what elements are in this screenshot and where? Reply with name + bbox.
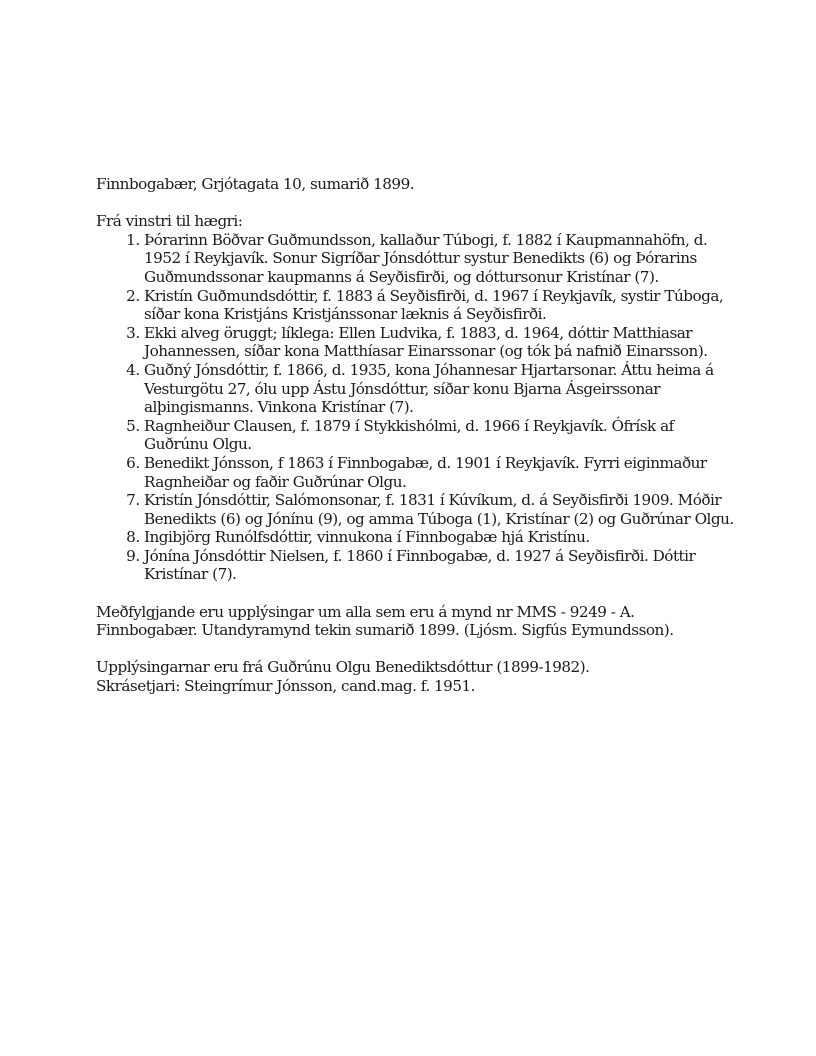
list-item: 5. Ragnheiður Clausen, f. 1879 í Stykkishólmi, d. 1966 í Reykjavík. Ófrísk af Guðrúnu Olgu. <box>144 417 736 454</box>
list-item: 7. Kristín Jónsdóttir, Salómonsonar, f. 1831 í Kúvíkum, d. á Seyðisfirði 1909. Móðir Benedikts (6) og Jónínu (9), og amma Túboga (1), Kristínar (2) og Guðrúnar Olgu. <box>144 491 736 528</box>
list-item: 4. Guðný Jónsdóttir, f. 1866, d. 1935, kona Jóhannesar Hjartarsonar. Áttu heima á Vesturgötu 27, ólu upp Ástu Jónsdóttur, síðar konu Bjarna Ásgeirssonar alþingismanns. Vinkona Kristínar (7). <box>144 361 736 417</box>
list-item: 3. Ekki alveg öruggt; líklega: Ellen Ludvika, f. 1883, d. 1964, dóttir Matthiasar Johannessen, síðar kona Matthíasar Einarssonar (og tók þá nafnið Einarsson). <box>144 324 736 361</box>
source-line: Upplýsingarnar eru frá Guðrúnu Olgu Benediktsdóttur (1899-1982). <box>96 658 590 677</box>
list-item: 2. Kristín Guðmundsdóttir, f. 1883 á Seyðisfirði, d. 1967 í Reykjavík, systir Túboga, síðar kona Kristjáns Kristjánssonar læknis á Seyðisfirði. <box>144 287 736 324</box>
list-item: 9. Jónína Jónsdóttir Nielsen, f. 1860 í Finnbogabæ, d. 1927 á Seyðisfirði. Dóttir Kristínar (7). <box>144 547 736 584</box>
intro-line: Frá vinstri til hægri: <box>96 212 243 231</box>
list-item: 1. Þórarinn Böðvar Guðmundsson, kallaður Túbogi, f. 1882 í Kaupmannahöfn, d. 1952 í Reykjavík. Sonur Sigríðar Jónsdóttur systur Benedikts (6) og Þórarins Guðmundssonar kaupmanns á Seyðisfirði, og dóttursonur Kristínar (7). <box>144 231 736 287</box>
recorder-line: Skrásetjari: Steingrímur Jónsson, cand.mag. f. 1951. <box>96 677 475 696</box>
document-title: Finnbogabær, Grjótagata 10, sumarið 1899. <box>96 175 415 193</box>
document-page <box>96 175 736 696</box>
info-paragraph: Meðfylgjande eru upplýsingar um alla sem eru á mynd nr MMS - 9249 - A. Finnbogabær. Utandyramynd tekin sumarið 1899. (Ljósm. Sigfús Eymundsson). <box>96 602 674 640</box>
list-item: 6. Benedikt Jónsson, f 1863 í Finnbogabæ, d. 1901 í Reykjavík. Fyrri eiginmaður Ragnheiðar og faðir Guðrúnar Olgu. <box>144 454 736 491</box>
people-list <box>96 231 736 584</box>
list-item: 8. Ingibjörg Runólfsdóttir, vinnukona í Finnbogabæ hjá Kristínu. <box>144 528 736 547</box>
